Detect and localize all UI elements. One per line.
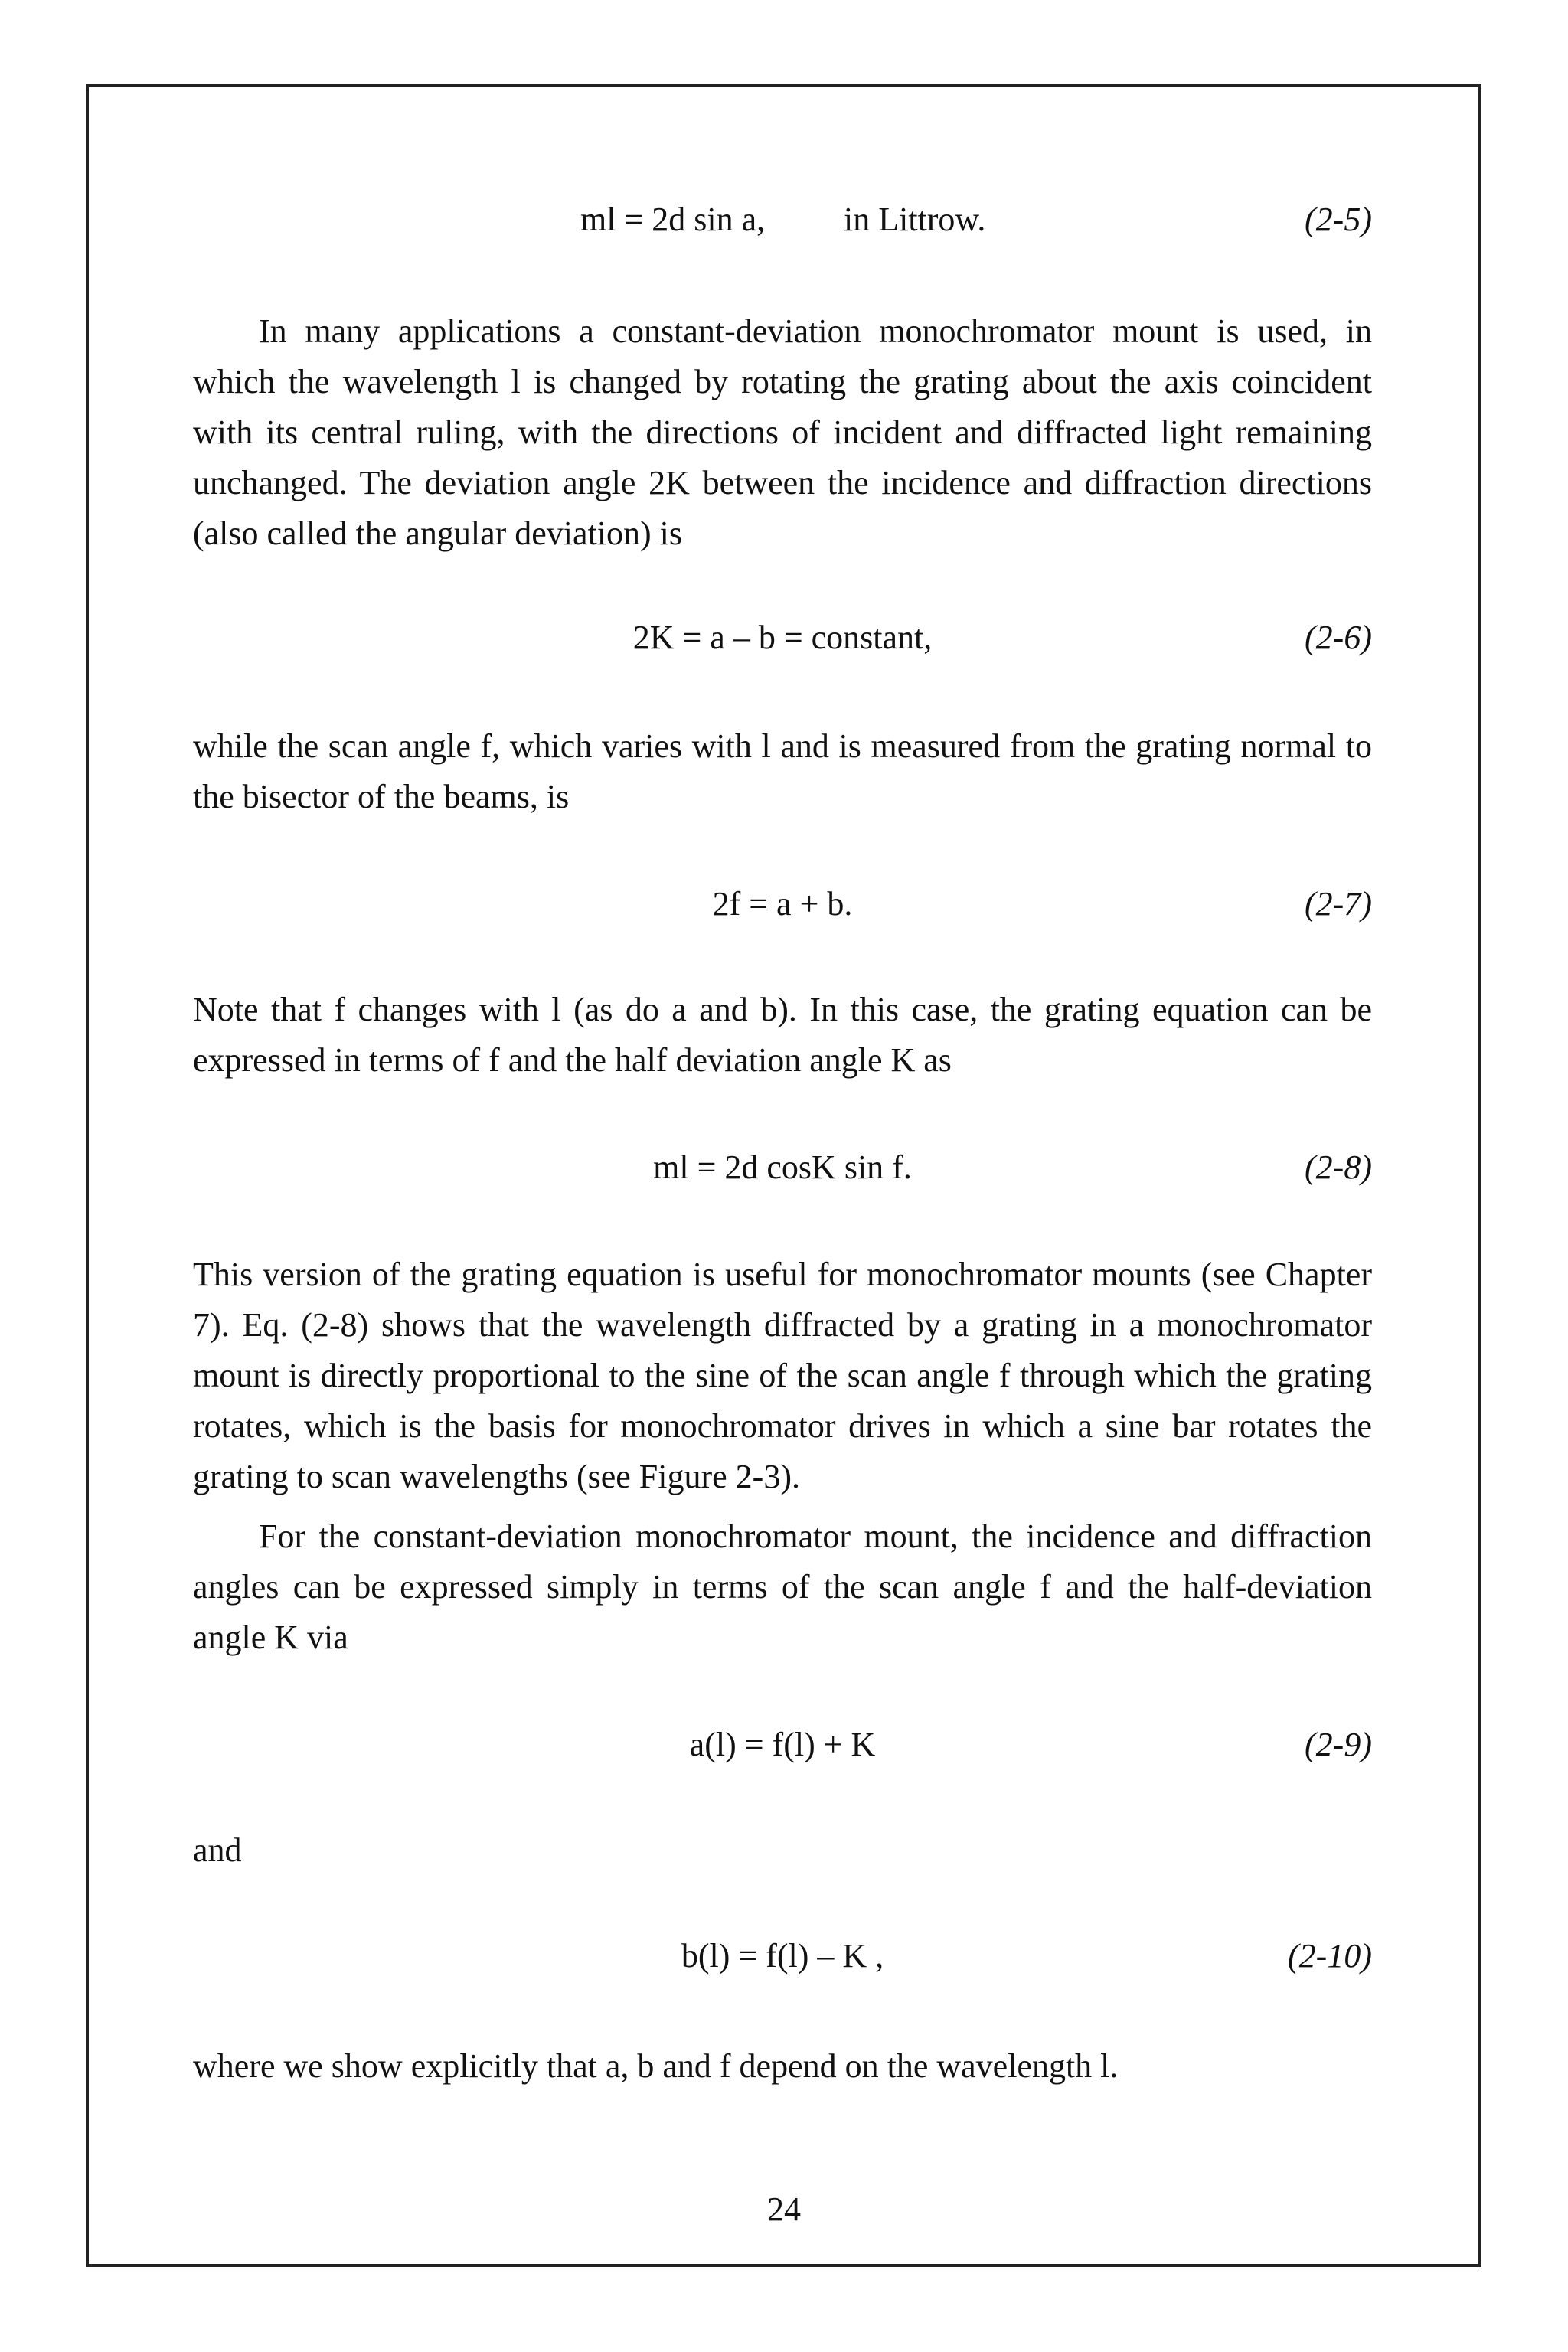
paragraph: [193, 721, 1372, 822]
equation-expression: ml = 2d cosK sin f.: [653, 1148, 912, 1186]
equation-expression: a(l) = f(l) + K: [689, 1726, 876, 1763]
paragraph-text: This version of the grating equation is useful for monochromator mounts (see Chapter 7). Eq. (2-8) shows that the wavelength diffracted by a grating in a monochromator mount is directly proportional to the sine of the scan angle f through which the grating rotates, which is the basis for monochromator drives in which a sine bar rotates the grating to scan wavelengths (see Figure 2-3).: [193, 1256, 1372, 1495]
paragraph: [193, 2041, 1372, 2092]
equation-2-5: [193, 194, 1372, 245]
paragraph-text: where we show explicitly that a, b and f depend on the wavelength l.: [193, 2047, 1119, 2085]
equation-expression: ml = 2d sin a,: [580, 201, 766, 238]
paragraph-text: For the constant-deviation monochromator mount, the incidence and diffraction angles can be expressed simply in terms of the scan angle f and the half-deviation angle K via: [193, 1517, 1372, 1656]
equation-number: (2-7): [1305, 885, 1372, 923]
equation-number: (2-6): [1305, 619, 1372, 656]
paragraph-text: and: [193, 1831, 242, 1869]
paragraph: [193, 1250, 1372, 1502]
equation-note: in Littrow.: [844, 201, 986, 238]
page-number: 24: [767, 2190, 801, 2228]
equation-expression: 2f = a + b.: [712, 885, 853, 923]
paragraph: [193, 985, 1372, 1086]
equation-2-7: [193, 879, 1372, 929]
equation-2-10: [193, 1931, 1372, 1981]
equation-expression: b(l) = f(l) – K ,: [681, 1937, 884, 1975]
paragraph-text: In many applications a constant-deviation monochromator mount is used, in which the wavelength l is changed by rotating the grating about the axis coincident with its central ruling, with the directions of incident and diffracted light remaining unchanged. The deviation angle 2K between the incidence and diffraction directions (also called the angular deviation) is: [193, 312, 1372, 552]
paragraph: [193, 306, 1372, 559]
paragraph-text: while the scan angle f, which varies with l and is measured from the grating normal to the bisector of the beams, is: [193, 727, 1372, 815]
equation-number: (2-10): [1288, 1937, 1372, 1975]
equation-number: (2-9): [1305, 1726, 1372, 1763]
equation-expression: 2K = a – b = constant,: [632, 619, 933, 656]
connector-text: [193, 1825, 1372, 1876]
paragraph: [193, 1511, 1372, 1663]
equation-2-6: [193, 612, 1372, 663]
equation-number: (2-8): [1305, 1148, 1372, 1186]
equation-2-9: [193, 1720, 1372, 1770]
paragraph-text: Note that f changes with l (as do a and b). In this case, the grating equation can be expressed in terms of f and the half deviation angle K as: [193, 991, 1372, 1079]
equation-2-8: [193, 1142, 1372, 1193]
equation-number: (2-5): [1305, 201, 1372, 238]
